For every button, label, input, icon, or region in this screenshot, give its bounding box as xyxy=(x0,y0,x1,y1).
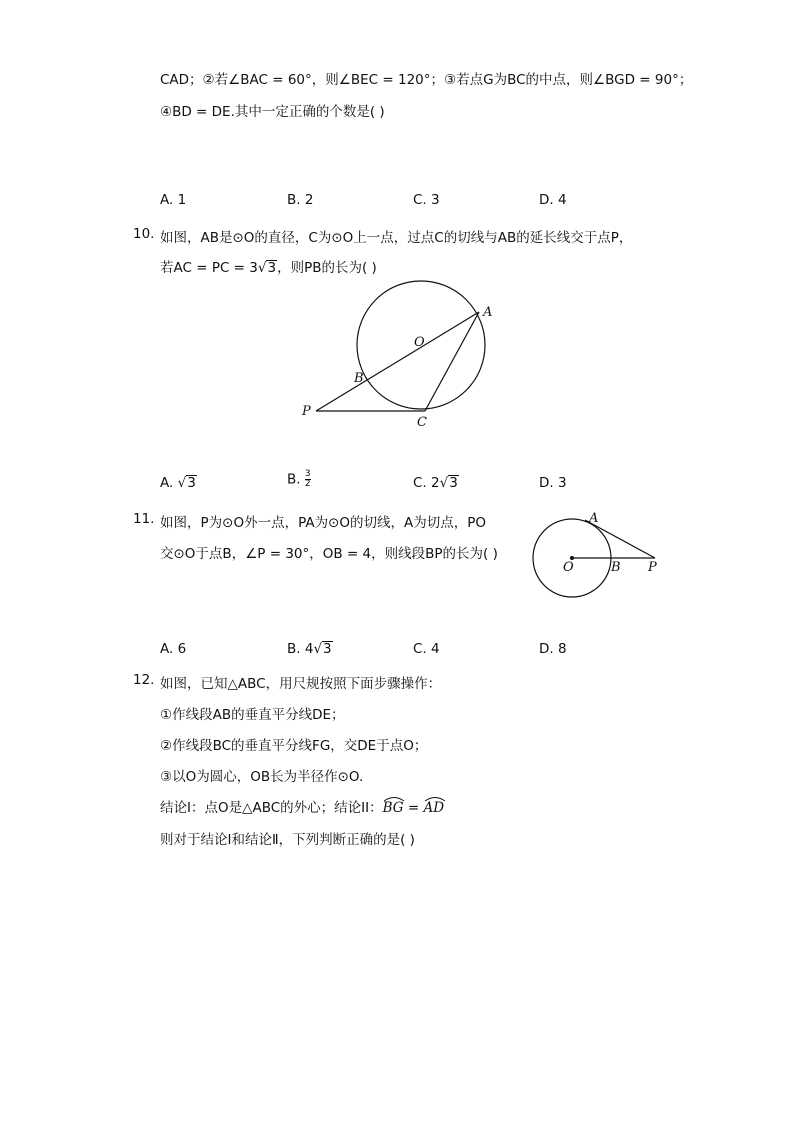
q10-label-c: C xyxy=(417,415,427,430)
q9-option-c: C. 3 xyxy=(413,192,440,208)
q10-option-c xyxy=(413,475,459,491)
q10-option-a-label: A. xyxy=(160,475,178,491)
q10-label-o: O xyxy=(414,335,425,350)
q10-text-line2 xyxy=(160,256,377,276)
q9-option-b: B. 2 xyxy=(287,192,314,208)
q11-label-b: B xyxy=(611,560,621,575)
q11-label-p: P xyxy=(648,560,657,575)
q10-option-b-numerator: 3 xyxy=(304,469,311,479)
q12-arc-bg xyxy=(383,800,404,816)
q10-option-b xyxy=(287,470,311,489)
q11-text-line1: 如图，P为⊙O外一点，PA为⊙O的切线，A为切点，PO xyxy=(160,515,487,531)
q10-line2-pre: 若AC = PC = 3 xyxy=(160,260,258,276)
q10-figure xyxy=(296,280,506,430)
q10-label-b: B xyxy=(354,371,364,386)
q10-number: 10. xyxy=(133,226,155,242)
q10-label-p: P xyxy=(302,404,311,419)
q10-option-c-radicand: 3 xyxy=(449,475,458,491)
arc-symbol xyxy=(383,796,405,802)
q9-option-d: D. 4 xyxy=(539,192,567,208)
q12-number: 12. xyxy=(133,672,155,688)
sqrt-symbol: √ xyxy=(439,475,449,491)
q10-option-a-radicand: 3 xyxy=(187,475,196,491)
q10-option-a xyxy=(160,475,197,491)
q12-eq: = xyxy=(403,800,424,816)
q12-question-line: 则对于结论I和结论Ⅱ，下列判断正确的是( ) xyxy=(160,832,415,848)
q12-text-line1: 如图，已知△ABC，用尺规按照下面步骤操作： xyxy=(160,676,442,692)
q11-option-b-radicand: 3 xyxy=(323,641,332,657)
q12-arc-bg-text: BG xyxy=(382,800,404,816)
q9-text-line2: ④BD = DE.其中一定正确的个数是( ) xyxy=(160,104,385,120)
q11-label-a: A xyxy=(589,511,599,526)
q11-figure xyxy=(525,505,675,605)
q10-label-a: A xyxy=(483,305,493,320)
q11-option-b xyxy=(287,641,333,657)
q10-line-pa xyxy=(316,312,479,411)
sqrt-symbol: √ xyxy=(177,475,187,491)
q9-text-line1: CAD；②若∠BAC = 60°，则∠BEC = 120°；③若点G为BC的中点，则∠BGD = 90°； xyxy=(160,72,693,88)
q9-option-a: A. 1 xyxy=(160,192,187,208)
q11-label-o: O xyxy=(563,560,574,575)
arc-symbol xyxy=(424,796,446,802)
q11-option-a: A. 6 xyxy=(160,641,187,657)
q11-option-b-label: B. 4 xyxy=(287,641,314,657)
q11-option-c: C. 4 xyxy=(413,641,440,657)
q10-line2-post: ，则PB的长为( ) xyxy=(277,260,377,276)
q12-step3: ③以O为圆心，OB长为半径作⊙O. xyxy=(160,769,364,785)
q12-step2: ②作线段BC的垂直平分线FG，交DE于点O； xyxy=(160,738,428,754)
q10-option-b-denominator: 2 xyxy=(304,479,311,489)
q10-option-c-label: C. 2 xyxy=(413,475,440,491)
q12-conclusion xyxy=(160,796,444,816)
q10-line-ac xyxy=(425,312,479,411)
q10-text-line1: 如图，AB是⊙O的直径，C为⊙O上一点，过点C的切线与AB的延长线交于点P， xyxy=(160,230,633,246)
q11-text-line2: 交⊙O于点B，∠P = 30°，OB = 4，则线段BP的长为( ) xyxy=(160,546,498,562)
sqrt-symbol: √ xyxy=(313,641,323,657)
q12-step1: ①作线段AB的垂直平分线DE； xyxy=(160,707,345,723)
q12-arc-ad xyxy=(424,800,445,816)
q11-option-d: D. 8 xyxy=(539,641,567,657)
q11-number: 11. xyxy=(133,511,155,527)
q10-option-b-fraction xyxy=(305,470,311,489)
q10-option-d: D. 3 xyxy=(539,475,567,491)
q10-line2-radicand: 3 xyxy=(267,260,277,276)
q10-option-b-label: B. xyxy=(287,471,305,488)
q12-arc-ad-text: AD xyxy=(423,800,445,816)
sqrt-symbol: √ xyxy=(257,260,267,276)
q12-conclusion-text: 结论I：点O是△ABC的外心；结论II： xyxy=(160,800,383,816)
